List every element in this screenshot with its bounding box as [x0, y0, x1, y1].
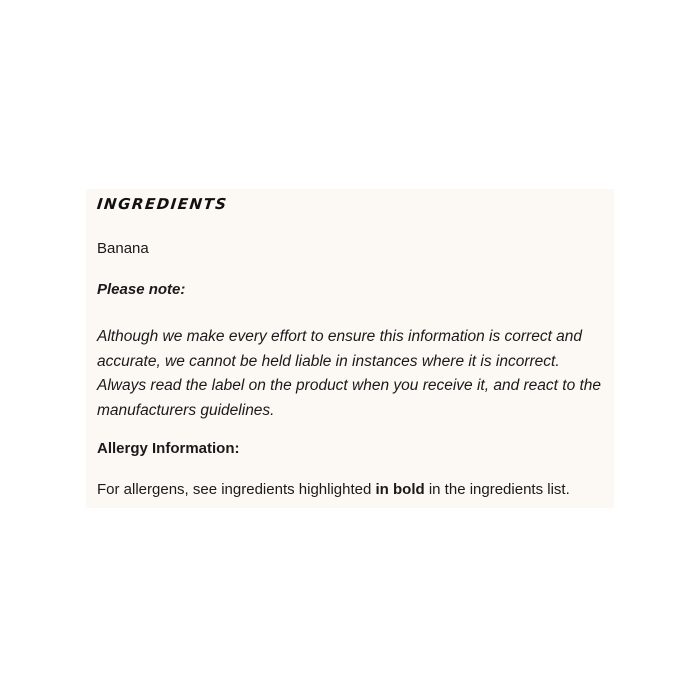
allergy-information-title: Allergy Information: [97, 440, 240, 457]
allergen-text-start: For allergens, see ingredients highlighted [97, 481, 376, 498]
allergen-instructions [97, 478, 570, 503]
allergen-text-bold: in bold [375, 481, 425, 498]
allergen-text-end: in the ingredients list. [424, 481, 570, 498]
ingredients-panel [86, 189, 614, 508]
ingredient-item: Banana [97, 240, 149, 257]
disclaimer-text: Although we make every effort to ensure this information is correct and accurate, we cannot be held liable in instances where it is incorrect. Always read the label on the product when you receive it, and react to the manufacturers guidelines. [97, 328, 602, 419]
please-note-label: Please note: [97, 281, 186, 298]
ingredients-heading: INGREDIENTS [96, 195, 229, 213]
